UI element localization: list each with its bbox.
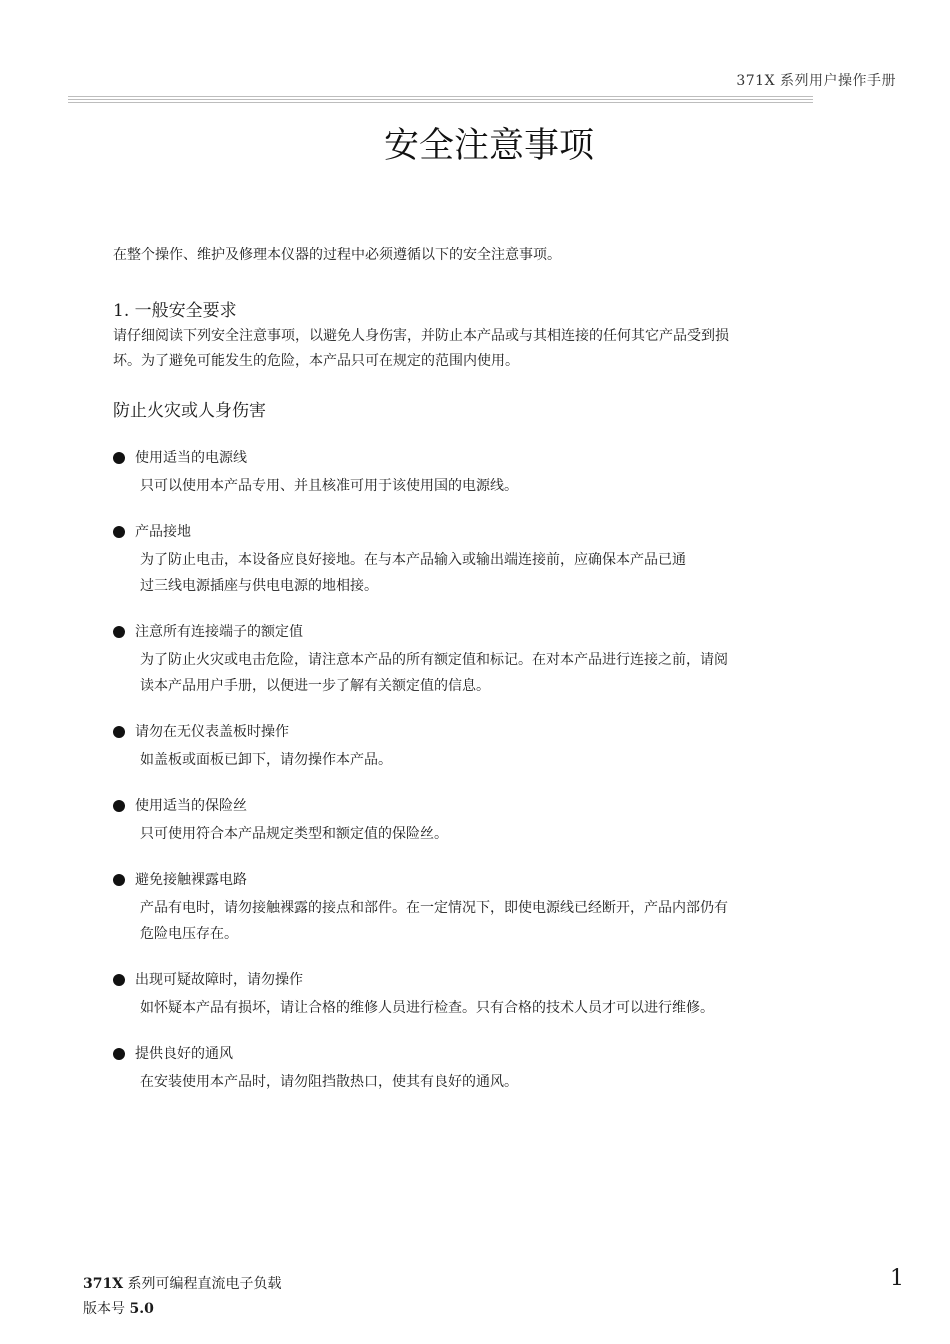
header-divider (68, 96, 813, 105)
bullet-icon (113, 874, 125, 886)
item-title: 出现可疑故障时，请勿操作 (135, 972, 303, 988)
item-title: 提供良好的通风 (135, 1046, 233, 1062)
item-text: 为了防止火灾或电击危险，请注意本产品的所有额定值和标记。在对本产品进行连接之前，请阅 (140, 652, 728, 668)
page-title: 安全注意事项 (383, 126, 594, 166)
page-number: 1 (890, 1266, 904, 1291)
item-text: 读本产品用户手册，以便进一步了解有关额定值的信息。 (140, 678, 490, 694)
bullet-icon (113, 974, 125, 986)
item-title: 使用适当的电源线 (135, 450, 247, 466)
section-body-line: 请仔细阅读下列安全注意事项，以避免人身伤害，并防止本产品或与其相连接的任何其它产品受到损 (113, 328, 729, 344)
bullet-icon (113, 526, 125, 538)
footer-version-value: 5.0 (129, 1301, 154, 1317)
item-text: 在安装使用本产品时，请勿阻挡散热口，使其有良好的通风。 (140, 1074, 518, 1090)
footer-model: 371X (83, 1276, 124, 1292)
list-item (110, 448, 830, 499)
subsection-heading: 防止火灾或人身伤害 (113, 401, 266, 421)
bullet-icon (113, 726, 125, 738)
list-item (110, 796, 830, 847)
list-item (110, 722, 830, 773)
section-heading: 1. 一般安全要求 (113, 301, 237, 321)
item-title: 避免接触裸露电路 (135, 872, 247, 888)
footer-product-line (83, 1272, 282, 1297)
item-text: 危险电压存在。 (140, 926, 238, 942)
bullet-icon (113, 1048, 125, 1060)
item-text: 过三线电源插座与供电电源的地相接。 (140, 578, 378, 594)
item-title: 产品接地 (135, 524, 191, 540)
running-header: 371X 系列用户操作手册 (736, 73, 896, 89)
item-title: 注意所有连接端子的额定值 (135, 624, 303, 640)
list-item (110, 970, 830, 1021)
item-text: 产品有电时，请勿接触裸露的接点和部件。在一定情况下，即使电源线已经断开，产品内部仍有 (140, 900, 728, 916)
bullet-icon (113, 626, 125, 638)
list-item (110, 522, 830, 599)
bullet-icon (113, 800, 125, 812)
list-item (110, 870, 830, 947)
item-title: 请勿在无仪表盖板时操作 (135, 724, 289, 740)
item-text: 如盖板或面板已卸下，请勿操作本产品。 (140, 752, 392, 768)
footer (83, 1272, 282, 1322)
footer-series: 系列可编程直流电子负载 (127, 1276, 282, 1292)
list-item (110, 622, 830, 699)
item-text: 只可以使用本产品专用、并且核准可用于该使用国的电源线。 (140, 478, 518, 494)
list-item (110, 1044, 830, 1095)
item-text: 只可使用符合本产品规定类型和额定值的保险丝。 (140, 826, 448, 842)
section-body-line: 坏。为了避免可能发生的危险，本产品只可在规定的范围内使用。 (113, 353, 519, 369)
item-text: 为了防止电击，本设备应良好接地。在与本产品输入或输出端连接前，应确保本产品已通 (140, 552, 686, 568)
intro-paragraph: 在整个操作、维护及修理本仪器的过程中必须遵循以下的安全注意事项。 (113, 247, 561, 263)
item-title: 使用适当的保险丝 (135, 798, 247, 814)
bullet-icon (113, 452, 125, 464)
footer-version-line (83, 1297, 282, 1322)
item-text: 如怀疑本产品有损坏，请让合格的维修人员进行检查。只有合格的技术人员才可以进行维修。 (140, 1000, 714, 1016)
section-body (113, 324, 833, 374)
footer-version-label: 版本号 (83, 1301, 125, 1317)
